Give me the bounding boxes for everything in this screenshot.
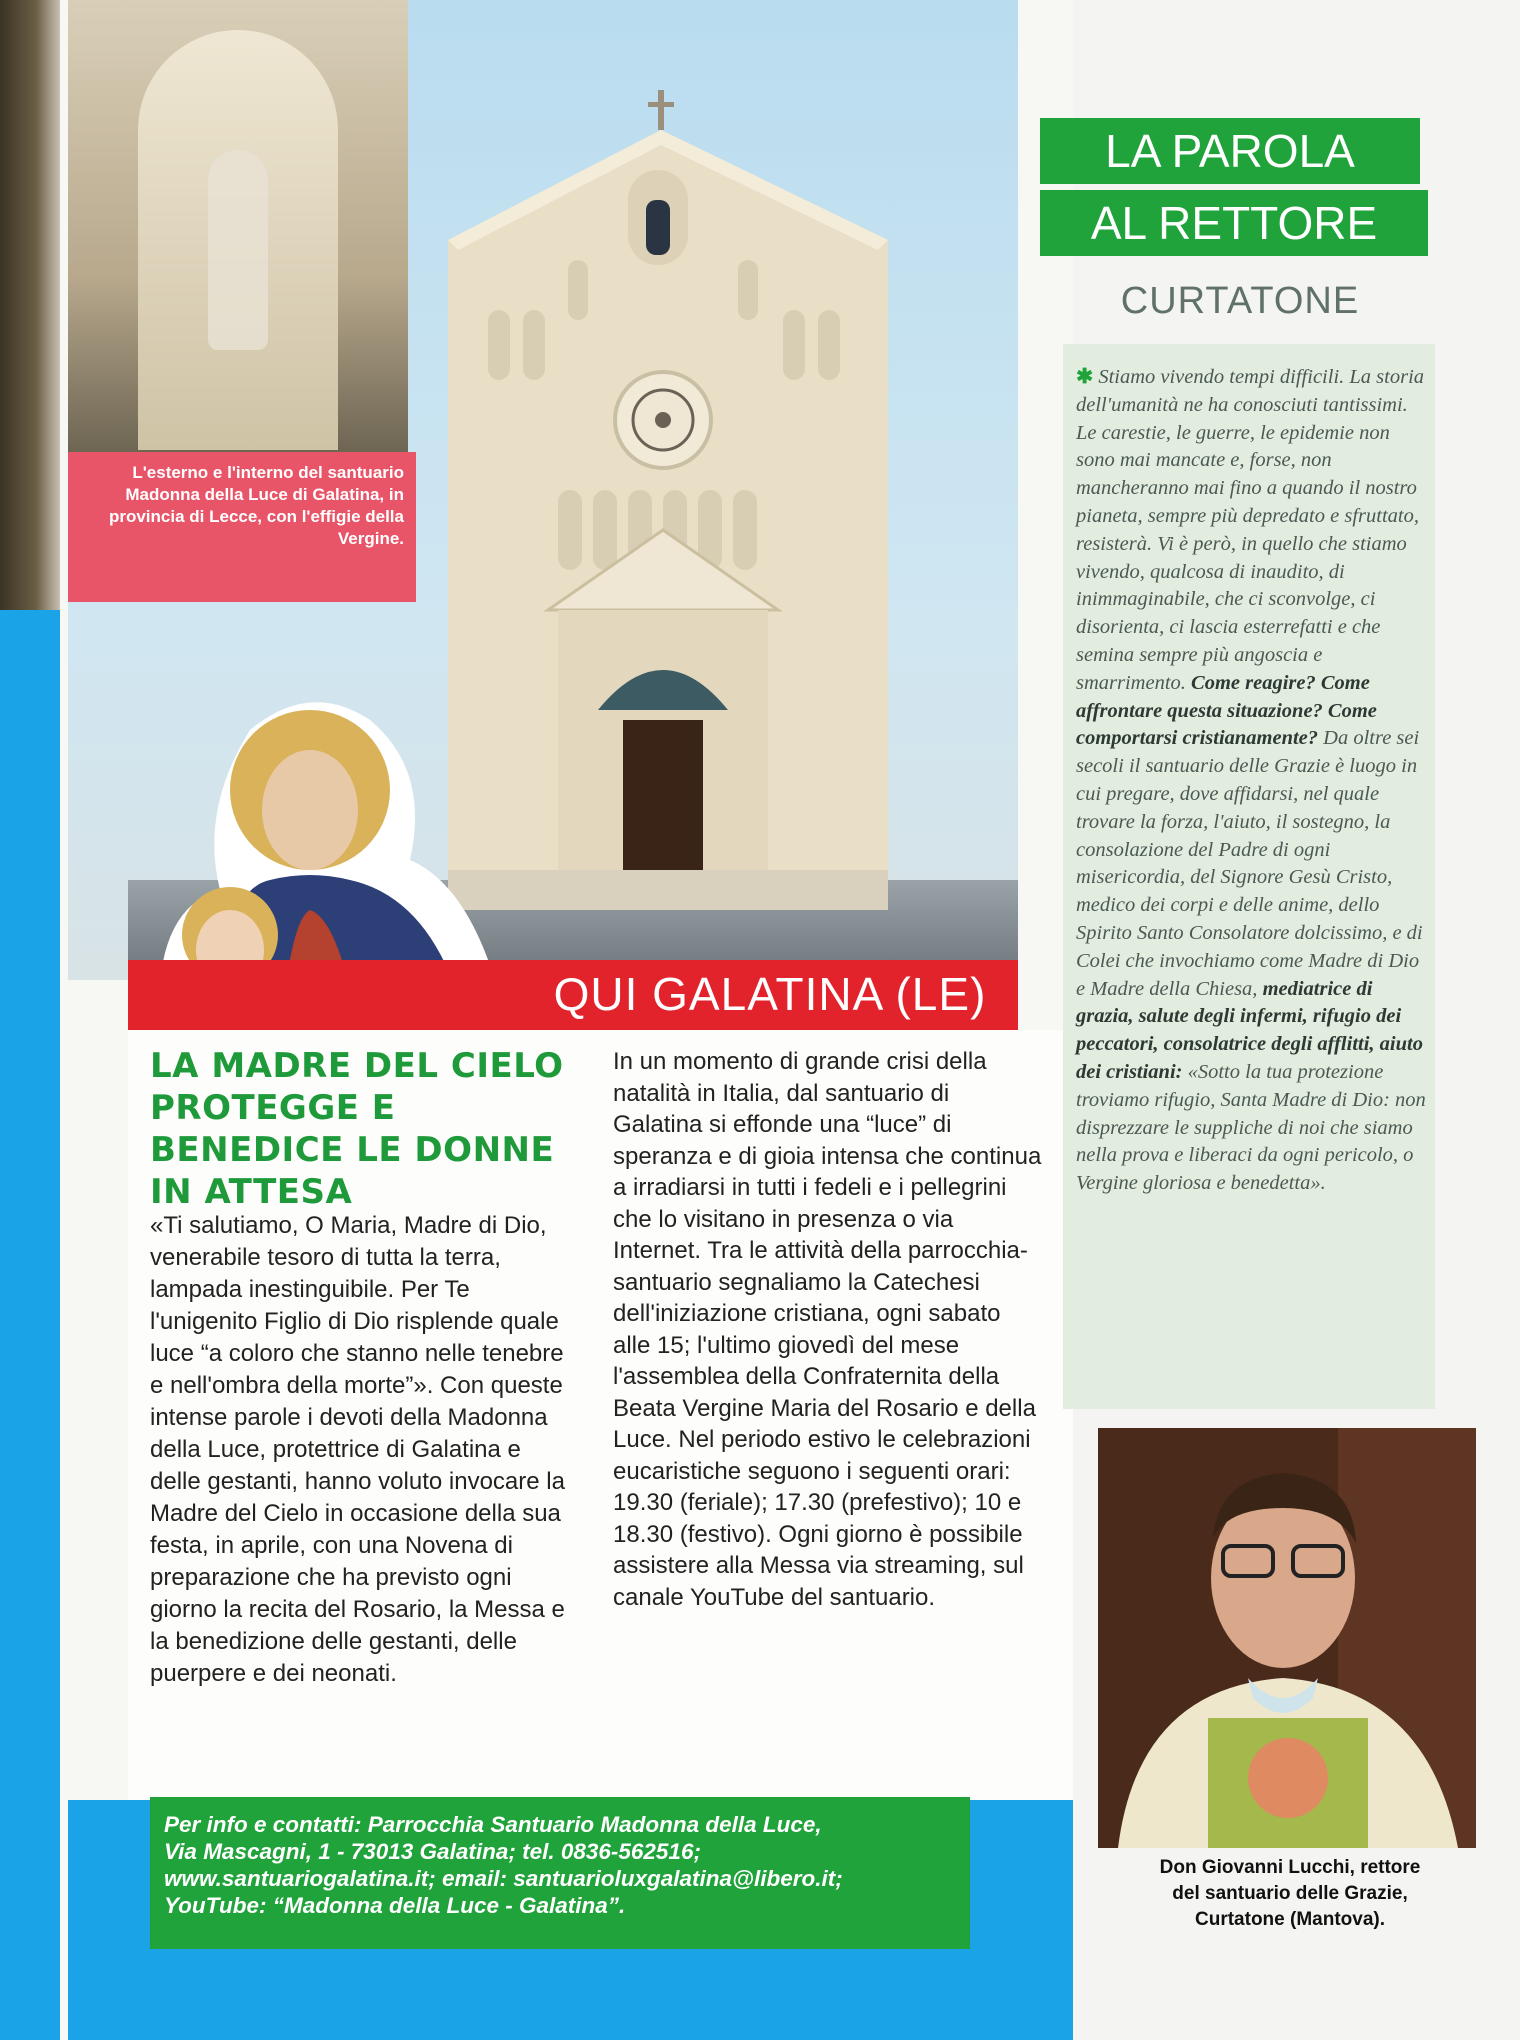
contact-box: [150, 1797, 970, 1949]
location-label: QUI GALATINA (LE): [553, 968, 987, 1020]
rector-quote: [1076, 364, 1426, 1198]
contact-line-4: YouTube: “Madonna della Luce - Galatina”.: [164, 1893, 626, 1918]
sidebar-title-line-2: AL RETTORE: [1040, 190, 1428, 256]
rector-caption-line-2: del santuario delle Grazie,: [1172, 1883, 1408, 1904]
quote-question: Come reagire? Come affrontare questa situazione? Come comportarsi cristianamente?: [1076, 671, 1377, 750]
rector-caption: [1090, 1855, 1490, 1933]
quote-middle: Da oltre sei secoli il santuario delle Grazie è luogo in cui pregare, dove affidarsi, nel quale trovare la forza, l'aiuto, il sostegno, la consolazione del Padre di ogni misericordia, del Signore Gesù Cristo, medico dei corpi e delle anime, dello Spirito Santo Consolatore dolcissimo, e di Colei che invochiamo come Madre di Dio e Madre della Chiesa,: [1076, 727, 1423, 1000]
photo-caption: L'esterno e l'interno del santuario Madonna della Luce di Galatina, in provincia di Lecce, con l'effigie della Vergine.: [68, 452, 416, 602]
article-column-1: «Ti salutiamo, O Maria, Madre di Dio, venerabile tesoro di tutta la terra, lampada inestinguibile. Per Te l'unigenito Figlio di Dio risplende quale luce “a coloro che stanno nelle tenebre e nell'ombra della morte”». Con queste intense parole i devoti della Madonna della Luce, protettrice di Galatina e delle gestanti, hanno voluto invocare la Madre del Cielo in occasione della sua festa, in aprile, con una Novena di preparazione che ha previsto ogni giorno la recita del Rosario, la Messa e la benedizione delle gestanti, delle puerpere e dei neonati.: [150, 1212, 565, 1687]
contact-line-2: Via Mascagni, 1 - 73013 Galatina; tel. 0836-562516;: [164, 1839, 701, 1864]
article-headline: LA MADRE DEL CIELO PROTEGGE E BENEDICE LE DONNE IN ATTESA: [150, 1046, 564, 1212]
asterisk-icon: ✱: [1076, 366, 1099, 388]
quote-prayer: «Sotto la tua protezione troviamo rifugio, Santa Madre di Dio: non disprezzare le suppliche di noi che siamo nella prova e liberaci da ogni pericolo, o Vergine gloriosa e benedetta».: [1076, 1060, 1426, 1195]
contact-line-1: Per info e contatti: Parrocchia Santuario Madonna della Luce,: [164, 1812, 822, 1837]
sidebar-title-line-1: LA PAROLA: [1040, 118, 1420, 184]
contact-line-3: www.santuariogalatina.it; email: santuarioluxgalatina@libero.it;: [164, 1866, 843, 1891]
rector-caption-line-1: Don Giovanni Lucchi, rettore: [1159, 1857, 1421, 1878]
sidebar-place: CURTATONE: [1120, 280, 1360, 322]
blue-band: [0, 610, 60, 2040]
virgin-statue: [208, 150, 268, 350]
rector-photo: [1098, 1428, 1476, 1848]
rector-caption-line-3: Curtatone (Mantova).: [1195, 1909, 1385, 1930]
quote-titles: mediatrice di grazia, salute degli infermi, rifugio dei peccatori, consolatrice degli afflitti, aiuto dei cristiani:: [1076, 977, 1423, 1083]
quote-intro: Stiamo vivendo tempi difficili. La storia dell'umanità ne ha conosciuti tantissimi. Le carestie, le guerre, le epidemie non sono mai mancate e, forse, non mancheranno mai fino a quando il nostro pianeta, sempre più depredato e sfruttato, resisterà. Vi è però, in quello che stiamo vivendo, qualcosa di inaudito, di inimmaginabile, che ci sconvolge, ci disorienta, ci lascia esterrefatti e che semina sempre più angoscia e smarrimento.: [1076, 366, 1425, 694]
interior-photo: [68, 0, 408, 460]
article-column-2: In un momento di grande crisi della natalità in Italia, dal santuario di Galatina si effonde una “luce” di speranza e di gioia intensa che continua a irradiarsi in tutti i fedeli e i pellegrini che lo visitano in presenza o via Internet. Tra le attività della parrocchia-santuario segnaliamo la Catechesi dell'iniziazione cristiana, ogni sabato alle 15; l'ultimo giovedì del mese l'assemblea della Confraternita della Beata Vergine Maria del Rosario e della Luce. Nel periodo estivo le celebrazioni eucaristiche seguono i seguenti orari: 19.30 (feriale); 17.30 (prefestivo); 10 e 18.30 (festivo). Ogni giorno è possibile assistere alla Messa via streaming, sul canale YouTube del santuario.: [613, 1048, 1042, 1611]
